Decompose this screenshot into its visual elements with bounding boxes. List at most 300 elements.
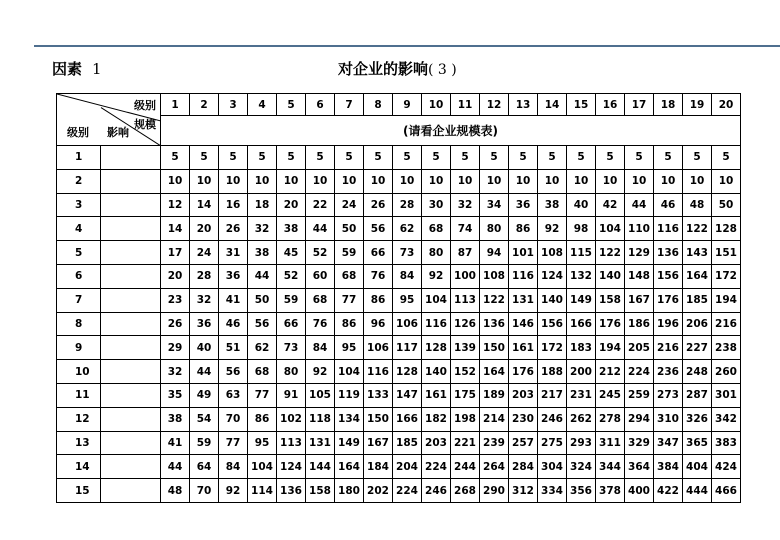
value-cell: 245 xyxy=(596,383,625,407)
impact-table xyxy=(56,93,741,503)
value-cell: 32 xyxy=(161,360,190,384)
value-cell: 5 xyxy=(567,146,596,170)
value-cell: 5 xyxy=(335,146,364,170)
value-cell: 28 xyxy=(393,193,422,217)
value-cell: 5 xyxy=(625,146,654,170)
value-cell: 172 xyxy=(538,336,567,360)
title-sub: ( 3 ) xyxy=(428,62,457,78)
value-cell: 51 xyxy=(219,336,248,360)
value-cell: 98 xyxy=(567,217,596,241)
value-cell: 20 xyxy=(190,217,219,241)
impact-cell xyxy=(101,169,161,193)
value-cell: 5 xyxy=(712,146,741,170)
value-cell: 59 xyxy=(190,431,219,455)
value-cell: 5 xyxy=(596,146,625,170)
value-cell: 10 xyxy=(596,169,625,193)
row-level-cell: 10 xyxy=(57,360,101,384)
value-cell: 124 xyxy=(538,264,567,288)
value-cell: 106 xyxy=(393,312,422,336)
value-cell: 66 xyxy=(364,241,393,265)
value-cell: 466 xyxy=(712,479,741,503)
value-cell: 84 xyxy=(306,336,335,360)
value-cell: 236 xyxy=(654,360,683,384)
value-cell: 166 xyxy=(393,407,422,431)
value-cell: 101 xyxy=(509,241,538,265)
value-cell: 5 xyxy=(190,146,219,170)
value-cell: 161 xyxy=(509,336,538,360)
scale-level-header: 8 xyxy=(364,94,393,116)
value-cell: 46 xyxy=(654,193,683,217)
value-cell: 76 xyxy=(364,264,393,288)
value-cell: 18 xyxy=(248,193,277,217)
value-cell: 136 xyxy=(654,241,683,265)
value-cell: 52 xyxy=(306,241,335,265)
value-cell: 156 xyxy=(538,312,567,336)
value-cell: 116 xyxy=(509,264,538,288)
row-level-cell: 11 xyxy=(57,383,101,407)
impact-cell xyxy=(101,455,161,479)
value-cell: 347 xyxy=(654,431,683,455)
value-cell: 189 xyxy=(480,383,509,407)
value-cell: 5 xyxy=(654,146,683,170)
table-row xyxy=(57,264,741,288)
value-cell: 86 xyxy=(509,217,538,241)
value-cell: 77 xyxy=(219,431,248,455)
value-cell: 10 xyxy=(364,169,393,193)
row-level-cell: 3 xyxy=(57,193,101,217)
value-cell: 28 xyxy=(190,264,219,288)
value-cell: 365 xyxy=(683,431,712,455)
value-cell: 10 xyxy=(335,169,364,193)
value-cell: 38 xyxy=(277,217,306,241)
value-cell: 10 xyxy=(480,169,509,193)
value-cell: 161 xyxy=(422,383,451,407)
value-cell: 50 xyxy=(712,193,741,217)
value-cell: 10 xyxy=(161,169,190,193)
scale-level-header: 2 xyxy=(190,94,219,116)
value-cell: 149 xyxy=(335,431,364,455)
value-cell: 290 xyxy=(480,479,509,503)
scale-level-header: 15 xyxy=(567,94,596,116)
value-cell: 5 xyxy=(219,146,248,170)
table-row xyxy=(57,169,741,193)
row-level-label: 级别 xyxy=(67,126,89,139)
value-cell: 10 xyxy=(190,169,219,193)
value-cell: 92 xyxy=(219,479,248,503)
value-cell: 59 xyxy=(335,241,364,265)
value-cell: 378 xyxy=(596,479,625,503)
scale-level-header: 9 xyxy=(393,94,422,116)
row-level-cell: 7 xyxy=(57,288,101,312)
value-cell: 5 xyxy=(364,146,393,170)
scale-level-header: 20 xyxy=(712,94,741,116)
value-cell: 239 xyxy=(480,431,509,455)
value-cell: 115 xyxy=(567,241,596,265)
value-cell: 151 xyxy=(712,241,741,265)
value-cell: 106 xyxy=(364,336,393,360)
value-cell: 41 xyxy=(161,431,190,455)
value-cell: 202 xyxy=(364,479,393,503)
value-cell: 68 xyxy=(306,288,335,312)
value-cell: 44 xyxy=(161,455,190,479)
value-cell: 194 xyxy=(712,288,741,312)
value-cell: 24 xyxy=(335,193,364,217)
value-cell: 146 xyxy=(509,312,538,336)
value-cell: 400 xyxy=(625,479,654,503)
header-row-levels xyxy=(57,94,741,116)
value-cell: 84 xyxy=(393,264,422,288)
value-cell: 324 xyxy=(567,455,596,479)
value-cell: 131 xyxy=(509,288,538,312)
value-cell: 231 xyxy=(567,383,596,407)
value-cell: 38 xyxy=(538,193,567,217)
value-cell: 10 xyxy=(712,169,741,193)
value-cell: 273 xyxy=(654,383,683,407)
table-row xyxy=(57,336,741,360)
value-cell: 113 xyxy=(451,288,480,312)
value-cell: 44 xyxy=(190,360,219,384)
table-row xyxy=(57,407,741,431)
value-cell: 70 xyxy=(219,407,248,431)
value-cell: 92 xyxy=(306,360,335,384)
value-cell: 122 xyxy=(683,217,712,241)
value-cell: 84 xyxy=(219,455,248,479)
value-cell: 31 xyxy=(219,241,248,265)
value-cell: 147 xyxy=(393,383,422,407)
scale-level-header: 13 xyxy=(509,94,538,116)
value-cell: 156 xyxy=(654,264,683,288)
value-cell: 68 xyxy=(422,217,451,241)
value-cell: 185 xyxy=(393,431,422,455)
table-row xyxy=(57,383,741,407)
value-cell: 444 xyxy=(683,479,712,503)
value-cell: 167 xyxy=(625,288,654,312)
value-cell: 92 xyxy=(538,217,567,241)
value-cell: 176 xyxy=(596,312,625,336)
value-cell: 46 xyxy=(219,312,248,336)
value-cell: 311 xyxy=(596,431,625,455)
value-cell: 139 xyxy=(451,336,480,360)
value-cell: 180 xyxy=(335,479,364,503)
value-cell: 224 xyxy=(422,455,451,479)
scale-level-header: 18 xyxy=(654,94,683,116)
value-cell: 259 xyxy=(625,383,654,407)
value-cell: 119 xyxy=(335,383,364,407)
value-cell: 48 xyxy=(161,479,190,503)
value-cell: 140 xyxy=(422,360,451,384)
value-cell: 26 xyxy=(219,217,248,241)
value-cell: 216 xyxy=(654,336,683,360)
value-cell: 52 xyxy=(277,264,306,288)
value-cell: 128 xyxy=(712,217,741,241)
value-cell: 40 xyxy=(567,193,596,217)
impact-cell xyxy=(101,288,161,312)
value-cell: 10 xyxy=(277,169,306,193)
value-cell: 86 xyxy=(335,312,364,336)
value-cell: 126 xyxy=(451,312,480,336)
value-cell: 42 xyxy=(596,193,625,217)
value-cell: 216 xyxy=(712,312,741,336)
table-row xyxy=(57,312,741,336)
value-cell: 96 xyxy=(364,312,393,336)
row-level-cell: 5 xyxy=(57,241,101,265)
value-cell: 116 xyxy=(422,312,451,336)
value-cell: 204 xyxy=(393,455,422,479)
table-row xyxy=(57,288,741,312)
value-cell: 17 xyxy=(161,241,190,265)
value-cell: 68 xyxy=(248,360,277,384)
value-cell: 164 xyxy=(335,455,364,479)
corner-header xyxy=(57,94,161,146)
row-level-cell: 2 xyxy=(57,169,101,193)
factor-heading xyxy=(52,58,102,79)
row-level-cell: 8 xyxy=(57,312,101,336)
value-cell: 86 xyxy=(364,288,393,312)
value-cell: 91 xyxy=(277,383,306,407)
value-cell: 59 xyxy=(277,288,306,312)
impact-cell xyxy=(101,407,161,431)
value-cell: 92 xyxy=(422,264,451,288)
value-cell: 124 xyxy=(277,455,306,479)
value-cell: 194 xyxy=(596,336,625,360)
table-row xyxy=(57,479,741,503)
impact-cell xyxy=(101,193,161,217)
value-cell: 104 xyxy=(596,217,625,241)
value-cell: 116 xyxy=(654,217,683,241)
value-cell: 143 xyxy=(683,241,712,265)
value-cell: 104 xyxy=(422,288,451,312)
header-rule xyxy=(34,45,780,47)
value-cell: 87 xyxy=(451,241,480,265)
value-cell: 326 xyxy=(683,407,712,431)
impact-cell xyxy=(101,217,161,241)
impact-cell xyxy=(101,264,161,288)
value-cell: 186 xyxy=(625,312,654,336)
value-cell: 56 xyxy=(364,217,393,241)
value-cell: 198 xyxy=(451,407,480,431)
value-cell: 108 xyxy=(480,264,509,288)
value-cell: 260 xyxy=(712,360,741,384)
value-cell: 10 xyxy=(219,169,248,193)
value-cell: 203 xyxy=(509,383,538,407)
scale-level-header: 16 xyxy=(596,94,625,116)
value-cell: 268 xyxy=(451,479,480,503)
scale-level-header: 11 xyxy=(451,94,480,116)
scale-level-header: 5 xyxy=(277,94,306,116)
value-cell: 200 xyxy=(567,360,596,384)
value-cell: 10 xyxy=(422,169,451,193)
impact-cell xyxy=(101,383,161,407)
value-cell: 30 xyxy=(422,193,451,217)
value-cell: 14 xyxy=(161,217,190,241)
factor-label: 因素 xyxy=(52,60,83,78)
value-cell: 148 xyxy=(625,264,654,288)
value-cell: 14 xyxy=(190,193,219,217)
scale-level-header: 14 xyxy=(538,94,567,116)
value-cell: 262 xyxy=(567,407,596,431)
value-cell: 102 xyxy=(277,407,306,431)
value-cell: 5 xyxy=(509,146,538,170)
value-cell: 26 xyxy=(161,312,190,336)
value-cell: 278 xyxy=(596,407,625,431)
value-cell: 73 xyxy=(393,241,422,265)
value-cell: 94 xyxy=(480,241,509,265)
scale-table-note: (请看企业规模表) xyxy=(161,116,741,146)
value-cell: 5 xyxy=(161,146,190,170)
value-cell: 5 xyxy=(422,146,451,170)
value-cell: 164 xyxy=(480,360,509,384)
scale-level-label: 级别 xyxy=(134,99,156,112)
impact-cell xyxy=(101,241,161,265)
impact-cell xyxy=(101,360,161,384)
table-row xyxy=(57,360,741,384)
impact-cell xyxy=(101,336,161,360)
value-cell: 217 xyxy=(538,383,567,407)
value-cell: 44 xyxy=(248,264,277,288)
value-cell: 294 xyxy=(625,407,654,431)
value-cell: 10 xyxy=(306,169,335,193)
value-cell: 203 xyxy=(422,431,451,455)
value-cell: 342 xyxy=(712,407,741,431)
value-cell: 62 xyxy=(248,336,277,360)
value-cell: 122 xyxy=(480,288,509,312)
value-cell: 104 xyxy=(335,360,364,384)
value-cell: 329 xyxy=(625,431,654,455)
scale-level-header: 6 xyxy=(306,94,335,116)
value-cell: 77 xyxy=(248,383,277,407)
value-cell: 205 xyxy=(625,336,654,360)
value-cell: 312 xyxy=(509,479,538,503)
value-cell: 301 xyxy=(712,383,741,407)
value-cell: 48 xyxy=(683,193,712,217)
value-cell: 246 xyxy=(538,407,567,431)
value-cell: 10 xyxy=(538,169,567,193)
value-cell: 304 xyxy=(538,455,567,479)
value-cell: 10 xyxy=(625,169,654,193)
value-cell: 100 xyxy=(451,264,480,288)
value-cell: 356 xyxy=(567,479,596,503)
value-cell: 10 xyxy=(654,169,683,193)
value-cell: 158 xyxy=(596,288,625,312)
value-cell: 22 xyxy=(306,193,335,217)
value-cell: 134 xyxy=(335,407,364,431)
value-cell: 167 xyxy=(364,431,393,455)
value-cell: 32 xyxy=(190,288,219,312)
value-cell: 50 xyxy=(248,288,277,312)
value-cell: 132 xyxy=(567,264,596,288)
value-cell: 206 xyxy=(683,312,712,336)
value-cell: 224 xyxy=(625,360,654,384)
value-cell: 144 xyxy=(306,455,335,479)
value-cell: 76 xyxy=(306,312,335,336)
value-cell: 344 xyxy=(596,455,625,479)
value-cell: 29 xyxy=(161,336,190,360)
value-cell: 32 xyxy=(451,193,480,217)
value-cell: 334 xyxy=(538,479,567,503)
table-row xyxy=(57,455,741,479)
value-cell: 108 xyxy=(538,241,567,265)
impact-cell xyxy=(101,312,161,336)
value-cell: 5 xyxy=(451,146,480,170)
value-cell: 214 xyxy=(480,407,509,431)
value-cell: 74 xyxy=(451,217,480,241)
value-cell: 23 xyxy=(161,288,190,312)
value-cell: 36 xyxy=(190,312,219,336)
value-cell: 10 xyxy=(509,169,538,193)
value-cell: 41 xyxy=(219,288,248,312)
value-cell: 129 xyxy=(625,241,654,265)
scale-label: 规模 xyxy=(134,118,156,131)
value-cell: 32 xyxy=(248,217,277,241)
scale-level-header: 19 xyxy=(683,94,712,116)
value-cell: 176 xyxy=(654,288,683,312)
value-cell: 45 xyxy=(277,241,306,265)
value-cell: 60 xyxy=(306,264,335,288)
value-cell: 238 xyxy=(712,336,741,360)
value-cell: 68 xyxy=(335,264,364,288)
value-cell: 95 xyxy=(248,431,277,455)
title-main: 对企业的影响 xyxy=(338,60,429,78)
value-cell: 257 xyxy=(509,431,538,455)
value-cell: 221 xyxy=(451,431,480,455)
value-cell: 152 xyxy=(451,360,480,384)
value-cell: 44 xyxy=(625,193,654,217)
value-cell: 95 xyxy=(335,336,364,360)
value-cell: 10 xyxy=(451,169,480,193)
value-cell: 5 xyxy=(393,146,422,170)
scale-level-header: 4 xyxy=(248,94,277,116)
scale-level-header: 17 xyxy=(625,94,654,116)
value-cell: 110 xyxy=(625,217,654,241)
value-cell: 172 xyxy=(712,264,741,288)
value-cell: 164 xyxy=(683,264,712,288)
value-cell: 80 xyxy=(422,241,451,265)
value-cell: 73 xyxy=(277,336,306,360)
value-cell: 105 xyxy=(306,383,335,407)
value-cell: 182 xyxy=(422,407,451,431)
value-cell: 224 xyxy=(393,479,422,503)
row-level-cell: 6 xyxy=(57,264,101,288)
value-cell: 77 xyxy=(335,288,364,312)
value-cell: 184 xyxy=(364,455,393,479)
value-cell: 140 xyxy=(596,264,625,288)
value-cell: 5 xyxy=(277,146,306,170)
value-cell: 424 xyxy=(712,455,741,479)
factor-number: 1 xyxy=(92,60,102,78)
impact-cell xyxy=(101,479,161,503)
value-cell: 40 xyxy=(190,336,219,360)
value-cell: 131 xyxy=(306,431,335,455)
value-cell: 136 xyxy=(480,312,509,336)
value-cell: 10 xyxy=(567,169,596,193)
value-cell: 150 xyxy=(364,407,393,431)
value-cell: 35 xyxy=(161,383,190,407)
value-cell: 80 xyxy=(277,360,306,384)
value-cell: 95 xyxy=(393,288,422,312)
value-cell: 113 xyxy=(277,431,306,455)
value-cell: 5 xyxy=(480,146,509,170)
value-cell: 86 xyxy=(248,407,277,431)
value-cell: 10 xyxy=(683,169,712,193)
value-cell: 50 xyxy=(335,217,364,241)
row-level-cell: 12 xyxy=(57,407,101,431)
value-cell: 62 xyxy=(393,217,422,241)
value-cell: 140 xyxy=(538,288,567,312)
value-cell: 20 xyxy=(161,264,190,288)
scale-level-header: 12 xyxy=(480,94,509,116)
value-cell: 212 xyxy=(596,360,625,384)
value-cell: 287 xyxy=(683,383,712,407)
